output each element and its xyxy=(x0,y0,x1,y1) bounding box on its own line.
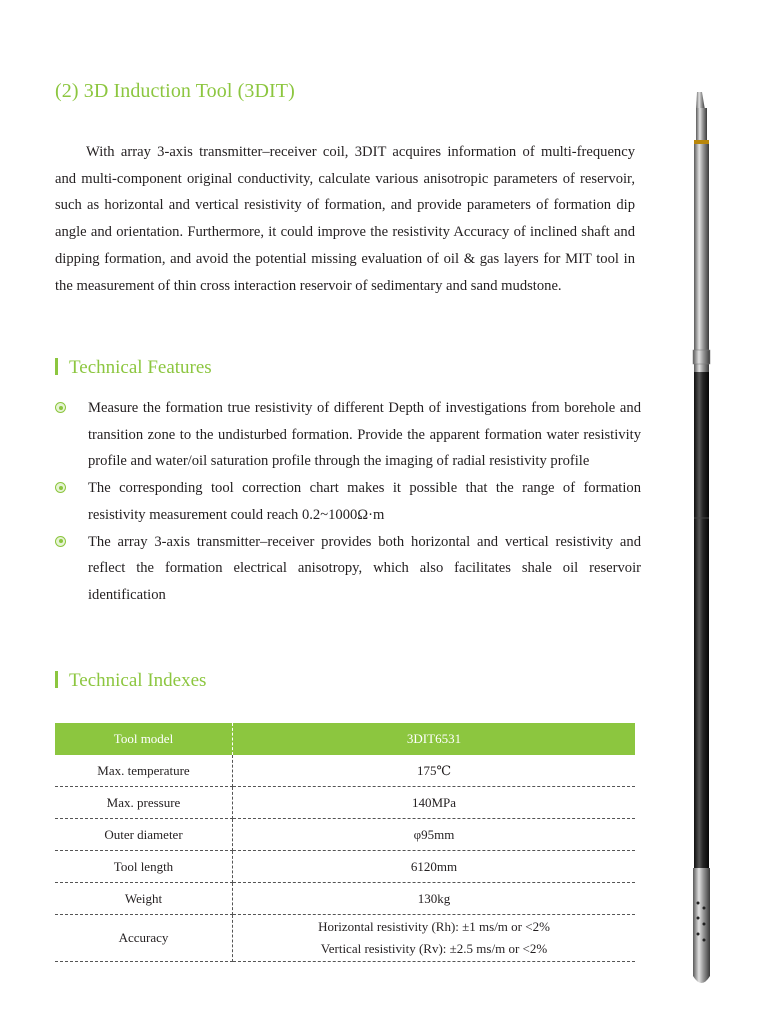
tool-port xyxy=(697,917,700,920)
feature-text: The corresponding tool correction chart makes it possible that the range of formation resistivity measurement could reach 0.2~1000Ω·m xyxy=(88,480,641,523)
page-title: (2) 3D Induction Tool (3DIT) xyxy=(55,80,295,102)
feature-text: The array 3-axis transmitter–receiver provides both horizontal and vertical resistivity and reflect the formation electrical anisotropy, which also facilitates shale oil reservoir identification xyxy=(88,533,641,603)
spec-table xyxy=(55,723,635,962)
row-value: 175℃ xyxy=(233,755,636,787)
feature-item xyxy=(55,475,641,528)
feature-text: Measure the formation true resistivity of different Depth of investigations from borehole and transition zone to the undisturbed formation. Provide the apparent formation water resistivity profile and water/oil saturation profile through the imaging of radial resistivity profile xyxy=(88,400,641,470)
bullet-icon xyxy=(55,536,66,547)
heading-bar xyxy=(55,671,58,688)
row-value: 140MPa xyxy=(233,787,636,819)
tool-port xyxy=(697,902,700,905)
bullet-icon xyxy=(55,482,66,493)
table-row xyxy=(55,883,635,915)
row-label: Accuracy xyxy=(55,915,233,962)
tool-top-connector xyxy=(696,92,705,110)
tool-band xyxy=(694,140,709,144)
tool-upper-sleeve xyxy=(694,144,709,372)
header-label: Tool model xyxy=(55,723,233,755)
bullet-icon xyxy=(55,402,66,413)
table-row xyxy=(55,819,635,851)
row-label: Max. pressure xyxy=(55,787,233,819)
table-header-row xyxy=(55,723,635,755)
technical-features-heading-text: Technical Features xyxy=(69,357,212,378)
technical-indexes-heading-text: Technical Indexes xyxy=(69,670,207,691)
row-value: 130kg xyxy=(233,883,636,915)
row-value: 6120mm xyxy=(233,851,636,883)
features-list xyxy=(55,395,641,609)
accuracy-line-horizontal: Horizontal resistivity (Rh): ±1 ms/m or <2% xyxy=(318,919,550,934)
row-value: φ95mm xyxy=(233,819,636,851)
tool-illustration xyxy=(684,88,720,993)
technical-features-heading xyxy=(55,357,212,379)
table-row xyxy=(55,787,635,819)
tool-head xyxy=(696,108,707,142)
feature-item xyxy=(55,529,641,609)
intro-paragraph: With array 3-axis transmitter–receiver coil, 3DIT acquires information of multi-frequency and multi-component original conductivity, calculate various anisotropic parameters of reservoir, such as horizontal and vertical resistivity of formation, and provide parameters of formation dip angle and orientation. Furthermore, it could improve the resistivity Accuracy of inclined shaft and dipping formation, and avoid the potential missing evaluation of oil & gas layers for MIT tool in the measurement of thin cross interaction reservoir of sedimentary and sand mudstone. xyxy=(55,144,635,294)
feature-item xyxy=(55,395,641,475)
row-value xyxy=(233,915,636,962)
tool-lower-sleeve xyxy=(693,868,710,968)
technical-indexes-heading xyxy=(55,670,206,692)
tool-port xyxy=(703,923,706,926)
tool-port xyxy=(697,933,700,936)
table-row xyxy=(55,851,635,883)
tool-port xyxy=(703,939,706,942)
header-value: 3DIT6531 xyxy=(233,723,636,755)
tool-bottom-cap xyxy=(693,968,710,983)
row-label: Weight xyxy=(55,883,233,915)
tool-port xyxy=(703,907,706,910)
row-label: Tool length xyxy=(55,851,233,883)
table-row xyxy=(55,755,635,787)
table-row xyxy=(55,915,635,962)
row-label: Max. temperature xyxy=(55,755,233,787)
accuracy-line-vertical: Vertical resistivity (Rv): ±2.5 ms/m or <2% xyxy=(320,941,548,956)
row-label: Outer diameter xyxy=(55,819,233,851)
tool-coil-section xyxy=(694,372,709,872)
tool-joint xyxy=(693,350,710,364)
heading-bar xyxy=(55,358,58,375)
